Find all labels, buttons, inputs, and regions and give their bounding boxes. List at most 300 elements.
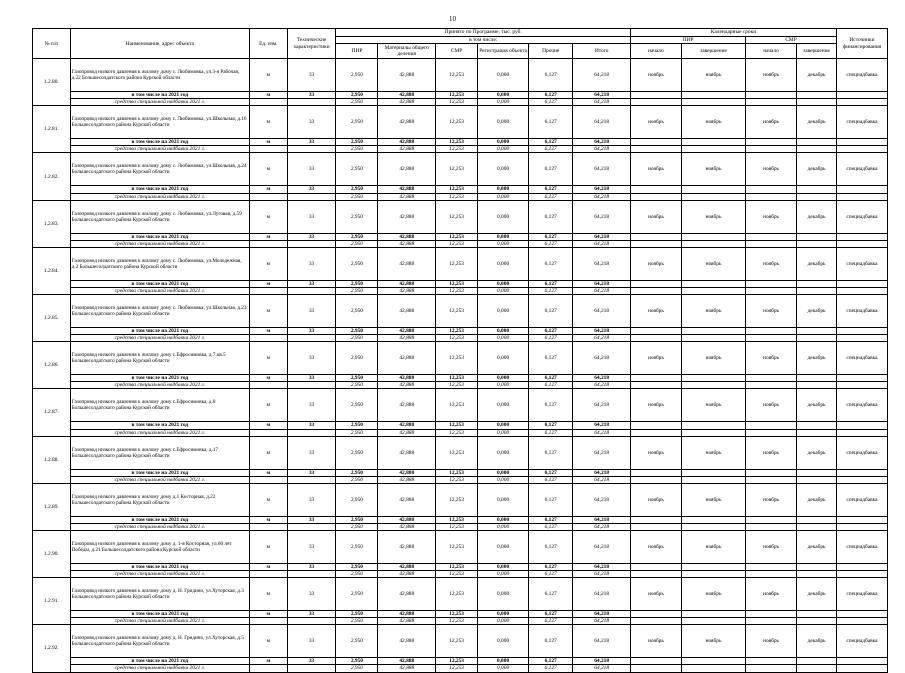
unit-cell: м	[250, 483, 288, 516]
year-value-mat: 42,888	[378, 563, 436, 570]
header-pir-start: начало	[630, 44, 681, 59]
value-smr: 12,253	[436, 483, 478, 516]
empty-cell	[681, 665, 745, 672]
empty-cell	[836, 429, 887, 436]
object-name: Газопровод низкого давления к жилому дому с.Ефросимовка, д.8 Большесолдатского района Курской области	[70, 389, 249, 422]
calendar-ss: ноябрь	[746, 295, 797, 328]
year-value-pir: 2,950	[336, 92, 378, 99]
value-total: 64,218	[573, 247, 631, 280]
year-value-pir: 2,950	[336, 563, 378, 570]
calendar-pe: ноябрь	[681, 342, 745, 375]
tech-cell: 33	[287, 342, 336, 375]
unit-cell: м	[250, 530, 288, 563]
value-other: 6,127	[529, 295, 573, 328]
header-calendar: Календарные сроки	[630, 29, 836, 37]
empty-cell	[746, 382, 797, 389]
year-label: в том числе на 2021 год	[70, 328, 249, 335]
year-value-total: 64,218	[573, 658, 631, 665]
fund-value-pir: 2,950	[336, 146, 378, 153]
year-value-other: 6,127	[529, 563, 573, 570]
row-number: 1.2.89.	[33, 483, 71, 530]
calendar-ps: ноябрь	[630, 153, 681, 186]
tech-cell: 33	[287, 563, 336, 570]
row-number: 1.2.86.	[33, 342, 71, 389]
calendar-pe: ноябрь	[681, 436, 745, 469]
unit-cell: м	[250, 59, 288, 92]
fund-value-reg: 0,000	[478, 618, 529, 625]
calendar-ss: ноябрь	[746, 153, 797, 186]
table-body	[33, 59, 888, 672]
object-name: Газопровод низкого давления к жилому дому с. Любимовка, ул.3-я Рабочая, д.22 Большесолдатского района Курской области	[70, 59, 249, 92]
header-smr-end: завершение	[797, 44, 837, 59]
fund-value-smr: 12,253	[436, 571, 478, 578]
empty-cell	[797, 328, 837, 335]
empty-cell	[746, 523, 797, 530]
source-cell: спецнадбавка	[836, 153, 887, 186]
value-smr: 12,253	[436, 436, 478, 469]
year-value-mat: 42,888	[378, 328, 436, 335]
fund-value-total: 64,218	[573, 382, 631, 389]
empty-cell	[250, 287, 288, 294]
tech-cell: 33	[287, 233, 336, 240]
row-number: 1.2.81.	[33, 106, 71, 153]
value-mat: 42,888	[378, 530, 436, 563]
fund-value-smr: 12,253	[436, 335, 478, 342]
value-pir: 2,950	[336, 106, 378, 139]
fund-row	[33, 571, 888, 578]
tech-cell: 33	[287, 106, 336, 139]
year-value-smr: 12,253	[436, 92, 478, 99]
empty-cell	[746, 422, 797, 429]
empty-cell	[797, 280, 837, 287]
year-value-mat: 42,888	[378, 139, 436, 146]
value-smr: 12,253	[436, 247, 478, 280]
empty-cell	[746, 92, 797, 99]
header-unit: Ед. изм.	[250, 29, 288, 59]
value-mat: 42,888	[378, 342, 436, 375]
value-total: 64,218	[573, 200, 631, 233]
empty-cell	[797, 146, 837, 153]
year-value-other: 6,127	[529, 139, 573, 146]
calendar-ss: ноябрь	[746, 247, 797, 280]
calendar-ps: ноябрь	[630, 483, 681, 516]
fund-value-smr: 12,253	[436, 429, 478, 436]
unit-cell: м	[250, 469, 288, 476]
fund-value-total: 64,218	[573, 429, 631, 436]
empty-cell	[630, 287, 681, 294]
header-tech: Технические характеристики	[287, 29, 336, 59]
empty-cell	[250, 335, 288, 342]
header-materials: Материалы общего деления	[378, 44, 436, 59]
value-reg: 0,000	[478, 200, 529, 233]
fund-value-total: 64,218	[573, 665, 631, 672]
unit-cell: м	[250, 247, 288, 280]
fund-value-reg: 0,000	[478, 665, 529, 672]
fund-value-total: 64,218	[573, 523, 631, 530]
tech-cell: 33	[287, 200, 336, 233]
value-total: 64,218	[573, 106, 631, 139]
year-value-total: 64,218	[573, 139, 631, 146]
empty-cell	[630, 92, 681, 99]
empty-cell	[746, 516, 797, 523]
fund-row	[33, 523, 888, 530]
value-total: 64,218	[573, 153, 631, 186]
year-label: в том числе на 2021 год	[70, 611, 249, 618]
unit-cell: м	[250, 153, 288, 186]
empty-cell	[287, 665, 336, 672]
value-reg: 0,000	[478, 247, 529, 280]
value-other: 6,127	[529, 247, 573, 280]
calendar-pe: ноябрь	[681, 106, 745, 139]
source-cell: спецнадбавка	[836, 436, 887, 469]
year-value-reg: 0,000	[478, 233, 529, 240]
empty-cell	[250, 476, 288, 483]
value-mat: 42,888	[378, 389, 436, 422]
year-value-other: 6,127	[529, 92, 573, 99]
empty-cell	[681, 658, 745, 665]
value-other: 6,127	[529, 530, 573, 563]
year-label: в том числе на 2021 год	[70, 186, 249, 193]
empty-cell	[836, 328, 887, 335]
fund-value-pir: 2,950	[336, 240, 378, 247]
empty-cell	[681, 328, 745, 335]
empty-cell	[681, 335, 745, 342]
year-value-other: 6,127	[529, 516, 573, 523]
empty-cell	[630, 611, 681, 618]
tech-cell: 33	[287, 153, 336, 186]
source-cell: спецнадбавка	[836, 200, 887, 233]
value-pir: 2,950	[336, 625, 378, 658]
calendar-ps: ноябрь	[630, 295, 681, 328]
empty-cell	[797, 665, 837, 672]
empty-cell	[746, 335, 797, 342]
value-smr: 12,253	[436, 59, 478, 92]
empty-cell	[746, 665, 797, 672]
empty-cell	[250, 146, 288, 153]
empty-cell	[836, 658, 887, 665]
year-value-total: 64,218	[573, 92, 631, 99]
year-value-mat: 42,888	[378, 469, 436, 476]
empty-cell	[681, 563, 745, 570]
fund-row	[33, 476, 888, 483]
fund-label: средства специальной надбавки 2021 г.	[70, 571, 249, 578]
unit-cell: м	[250, 280, 288, 287]
calendar-se: декабрь	[797, 153, 837, 186]
fund-value-mat: 42,888	[378, 665, 436, 672]
value-other: 6,127	[529, 342, 573, 375]
value-smr: 12,253	[436, 389, 478, 422]
year-value-total: 64,218	[573, 611, 631, 618]
calendar-ss: ноябрь	[746, 59, 797, 92]
source-cell: спецнадбавка	[836, 625, 887, 658]
year-value-reg: 0,000	[478, 280, 529, 287]
fund-value-smr: 12,253	[436, 99, 478, 106]
fund-value-mat: 42,888	[378, 193, 436, 200]
fund-value-other: 6,127	[529, 382, 573, 389]
calendar-se: декабрь	[797, 342, 837, 375]
source-cell: спецнадбавка	[836, 578, 887, 611]
empty-cell	[746, 99, 797, 106]
value-total: 64,218	[573, 483, 631, 516]
empty-cell	[681, 92, 745, 99]
header-reg: Регистрация объекта	[478, 44, 529, 59]
fund-value-other: 6,127	[529, 146, 573, 153]
empty-cell	[287, 99, 336, 106]
unit-cell: м	[250, 92, 288, 99]
header-other: Прочие	[529, 44, 573, 59]
fund-value-pir: 2,950	[336, 618, 378, 625]
fund-value-other: 6,127	[529, 665, 573, 672]
year-row	[33, 92, 888, 99]
fund-row	[33, 146, 888, 153]
value-smr: 12,253	[436, 342, 478, 375]
year-value-reg: 0,000	[478, 139, 529, 146]
fund-value-pir: 2,950	[336, 99, 378, 106]
fund-value-other: 6,127	[529, 618, 573, 625]
fund-value-total: 64,218	[573, 287, 631, 294]
fund-value-total: 64,218	[573, 571, 631, 578]
empty-cell	[836, 523, 887, 530]
fund-label: средства специальной надбавки 2021 г.	[70, 665, 249, 672]
fund-value-other: 6,127	[529, 476, 573, 483]
table-row	[33, 295, 888, 328]
year-value-reg: 0,000	[478, 469, 529, 476]
year-row	[33, 658, 888, 665]
calendar-pe: ноябрь	[681, 483, 745, 516]
empty-cell	[797, 186, 837, 193]
empty-cell	[630, 571, 681, 578]
calendar-ss: ноябрь	[746, 200, 797, 233]
empty-cell	[836, 139, 887, 146]
unit-cell: м	[250, 422, 288, 429]
table-row	[33, 247, 888, 280]
empty-cell	[287, 287, 336, 294]
calendar-se: декабрь	[797, 436, 837, 469]
empty-cell	[630, 618, 681, 625]
fund-value-reg: 0,000	[478, 99, 529, 106]
year-label: в том числе на 2021 год	[70, 422, 249, 429]
object-name: Газопровод низкого давления к жилому дому с. Любимовка, ул.Школьная, д.23 Большесолдатского района Курской области	[70, 295, 249, 328]
empty-cell	[681, 99, 745, 106]
unit-cell: м	[250, 516, 288, 523]
calendar-se: декабрь	[797, 578, 837, 611]
header-cost-group: Принято по Программе, тыс. руб.	[336, 29, 631, 37]
empty-cell	[630, 429, 681, 436]
year-value-smr: 12,253	[436, 658, 478, 665]
empty-cell	[797, 139, 837, 146]
empty-cell	[681, 186, 745, 193]
unit-cell: м	[250, 233, 288, 240]
tech-cell: 33	[287, 578, 336, 611]
calendar-ps: ноябрь	[630, 200, 681, 233]
fund-value-reg: 0,000	[478, 146, 529, 153]
empty-cell	[797, 240, 837, 247]
empty-cell	[287, 240, 336, 247]
empty-cell	[681, 280, 745, 287]
empty-cell	[746, 611, 797, 618]
year-value-smr: 12,253	[436, 233, 478, 240]
object-name: Газопровод низкого давления к жилому дому с. Любимовка, ул.Молодежная, д.2 Большесолдатского района Курской области	[70, 247, 249, 280]
table-row	[33, 483, 888, 516]
value-pir: 2,950	[336, 578, 378, 611]
value-reg: 0,000	[478, 625, 529, 658]
year-value-reg: 0,000	[478, 375, 529, 382]
row-number: 1.2.90.	[33, 530, 71, 577]
empty-cell	[681, 287, 745, 294]
unit-cell: м	[250, 389, 288, 422]
year-value-total: 64,218	[573, 375, 631, 382]
empty-cell	[630, 233, 681, 240]
calendar-ps: ноябрь	[630, 59, 681, 92]
unit-cell: м	[250, 375, 288, 382]
calendar-ps: ноябрь	[630, 625, 681, 658]
fund-value-other: 6,127	[529, 335, 573, 342]
empty-cell	[681, 375, 745, 382]
empty-cell	[630, 139, 681, 146]
empty-cell	[287, 382, 336, 389]
year-value-other: 6,127	[529, 375, 573, 382]
fund-value-pir: 2,950	[336, 382, 378, 389]
tech-cell: 33	[287, 59, 336, 92]
table-row	[33, 389, 888, 422]
fund-label: средства специальной надбавки 2021 г.	[70, 618, 249, 625]
header-cal-pir: ПИР	[630, 37, 745, 44]
year-value-reg: 0,000	[478, 658, 529, 665]
fund-label: средства специальной надбавки 2021 г.	[70, 429, 249, 436]
empty-cell	[250, 240, 288, 247]
calendar-ss: ноябрь	[746, 625, 797, 658]
calendar-pe: ноябрь	[681, 247, 745, 280]
fund-value-other: 6,127	[529, 193, 573, 200]
year-value-other: 6,127	[529, 658, 573, 665]
fund-value-smr: 12,253	[436, 382, 478, 389]
fund-row	[33, 99, 888, 106]
empty-cell	[681, 233, 745, 240]
unit-cell: м	[250, 106, 288, 139]
year-label: в том числе на 2021 год	[70, 469, 249, 476]
unit-cell: м	[250, 139, 288, 146]
year-row	[33, 280, 888, 287]
year-value-smr: 12,253	[436, 611, 478, 618]
value-smr: 12,253	[436, 295, 478, 328]
object-name: Газопровод низкого давления к жилому дому д. 1-я Косторная, ул.60 лет Победы, д.21 Большесолдатского района Курской области	[70, 530, 249, 563]
row-number: 1.2.88.	[33, 436, 71, 483]
fund-value-reg: 0,000	[478, 240, 529, 247]
empty-cell	[797, 193, 837, 200]
row-number: 1.2.82.	[33, 153, 71, 200]
value-reg: 0,000	[478, 153, 529, 186]
table-row	[33, 200, 888, 233]
empty-cell	[681, 429, 745, 436]
empty-cell	[836, 193, 887, 200]
empty-cell	[797, 523, 837, 530]
year-row	[33, 422, 888, 429]
fund-value-reg: 0,000	[478, 523, 529, 530]
fund-value-mat: 42,888	[378, 287, 436, 294]
calendar-ss: ноябрь	[746, 106, 797, 139]
object-name: Газопровод низкого давления к жилому дому с.Ефросимовка, д.7 кв.5 Большесолдатского района Курской области	[70, 342, 249, 375]
empty-cell	[836, 571, 887, 578]
empty-cell	[797, 233, 837, 240]
year-label: в том числе на 2021 год	[70, 563, 249, 570]
value-mat: 42,888	[378, 625, 436, 658]
year-row	[33, 516, 888, 523]
year-value-other: 6,127	[529, 233, 573, 240]
fund-value-smr: 12,253	[436, 146, 478, 153]
value-total: 64,218	[573, 578, 631, 611]
unit-cell: м	[250, 186, 288, 193]
fund-value-mat: 42,888	[378, 618, 436, 625]
object-name: Газопровод низкого давления к жилому дому с. Любимовка, ул.Луговая, д.59 Большесолдатского района Курской области	[70, 200, 249, 233]
tech-cell: 33	[287, 389, 336, 422]
fund-value-pir: 2,950	[336, 287, 378, 294]
value-smr: 12,253	[436, 200, 478, 233]
empty-cell	[630, 382, 681, 389]
fund-value-pir: 2,950	[336, 476, 378, 483]
fund-label: средства специальной надбавки 2021 г.	[70, 240, 249, 247]
value-pir: 2,950	[336, 530, 378, 563]
value-other: 6,127	[529, 578, 573, 611]
calendar-ss: ноябрь	[746, 389, 797, 422]
header-smr-start: начало	[746, 44, 797, 59]
tech-cell: 33	[287, 516, 336, 523]
source-cell: спецнадбавка	[836, 295, 887, 328]
value-other: 6,127	[529, 106, 573, 139]
tech-cell: 33	[287, 295, 336, 328]
empty-cell	[746, 328, 797, 335]
fund-value-smr: 12,253	[436, 618, 478, 625]
empty-cell	[836, 516, 887, 523]
unit-cell: м	[250, 578, 288, 611]
calendar-ss: ноябрь	[746, 578, 797, 611]
fund-value-total: 64,218	[573, 146, 631, 153]
calendar-se: декабрь	[797, 200, 837, 233]
header-pir: ПИР	[336, 44, 378, 59]
year-value-smr: 12,253	[436, 422, 478, 429]
year-row	[33, 186, 888, 193]
empty-cell	[836, 240, 887, 247]
empty-cell	[287, 146, 336, 153]
header-cal-smr: СМР	[746, 37, 837, 44]
empty-cell	[746, 658, 797, 665]
empty-cell	[681, 146, 745, 153]
calendar-se: декабрь	[797, 530, 837, 563]
fund-value-mat: 42,888	[378, 382, 436, 389]
empty-cell	[630, 563, 681, 570]
year-value-smr: 12,253	[436, 328, 478, 335]
fund-value-mat: 42,888	[378, 429, 436, 436]
fund-value-mat: 42,888	[378, 523, 436, 530]
value-pir: 2,950	[336, 342, 378, 375]
fund-value-pir: 2,950	[336, 523, 378, 530]
value-reg: 0,000	[478, 436, 529, 469]
calendar-ss: ноябрь	[746, 342, 797, 375]
value-mat: 42,888	[378, 295, 436, 328]
year-value-other: 6,127	[529, 186, 573, 193]
tech-cell: 33	[287, 139, 336, 146]
year-label: в том числе на 2021 год	[70, 92, 249, 99]
fund-value-reg: 0,000	[478, 382, 529, 389]
empty-cell	[681, 139, 745, 146]
year-value-mat: 42,888	[378, 516, 436, 523]
value-reg: 0,000	[478, 59, 529, 92]
empty-cell	[250, 193, 288, 200]
fund-row	[33, 335, 888, 342]
fund-row	[33, 287, 888, 294]
calendar-pe: ноябрь	[681, 59, 745, 92]
fund-label: средства специальной надбавки 2021 г.	[70, 476, 249, 483]
year-value-smr: 12,253	[436, 563, 478, 570]
